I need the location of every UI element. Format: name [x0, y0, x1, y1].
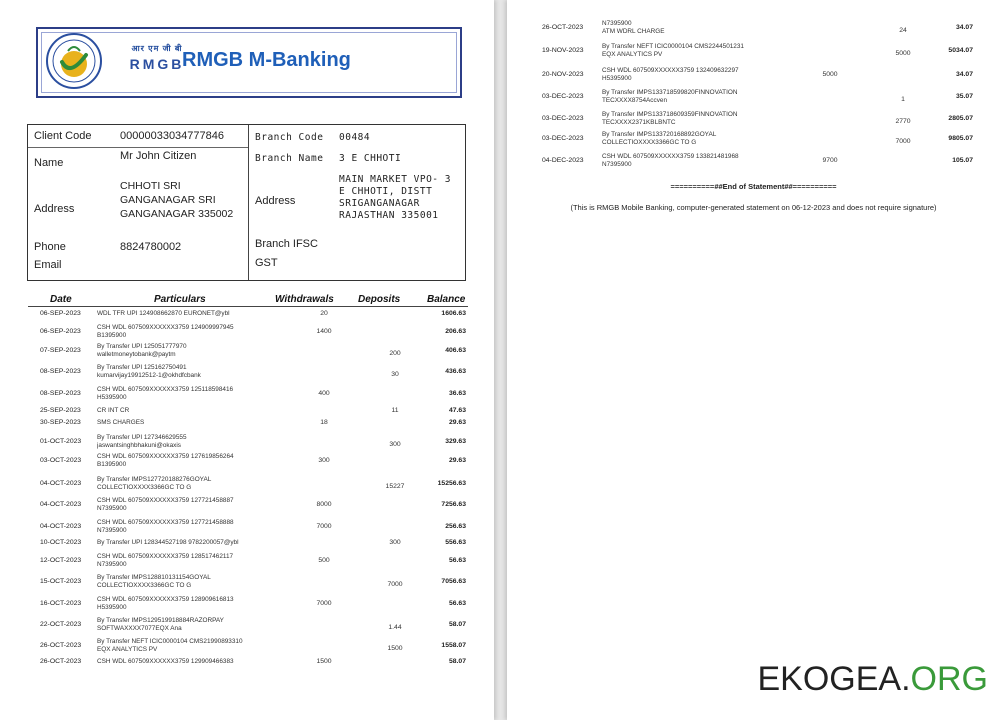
- row-dep: 1: [901, 96, 905, 103]
- row-particulars: [97, 574, 307, 590]
- col-date-header: Date: [50, 294, 72, 305]
- particulars-line: EQX ANALYTICS PV: [602, 51, 663, 58]
- row-particulars: [97, 419, 307, 427]
- particulars-line: N7395900: [97, 505, 127, 512]
- particulars-line: EQX ANALYTICS PV: [97, 646, 158, 653]
- particulars-line: By Transfer IMPS128810131154GOYAL: [97, 574, 211, 581]
- particulars-line: CSH WDL 607509XXXXXX3759 124909997945: [97, 324, 234, 331]
- row-date: 12-OCT-2023: [40, 557, 82, 564]
- particulars-line: By Transfer NEFT ICIC0000104 CMS21990893310: [97, 638, 243, 645]
- statement-table-header: [0, 294, 494, 306]
- row-date: 26-OCT-2023: [542, 24, 584, 31]
- particulars-line: CSH WDL 607509XXXXXX3759 133821481968: [602, 153, 739, 160]
- row-date: 19-NOV-2023: [542, 47, 584, 54]
- particulars-line: H5395900: [97, 604, 127, 611]
- row-particulars: [97, 364, 307, 380]
- particulars-line: N7395900: [602, 161, 632, 168]
- row-dep: 5000: [895, 50, 911, 57]
- row-dep: 300: [389, 441, 401, 448]
- particulars-line: CR INT CR: [97, 407, 130, 414]
- row-bal: 34.07: [955, 24, 973, 31]
- name-value: Mr John Citizen: [120, 150, 197, 162]
- row-bal: 1606.63: [441, 310, 466, 317]
- branch-name-value: 3 E CHHOTI: [339, 153, 402, 164]
- particulars-line: B1395900: [97, 461, 127, 468]
- particulars-line: ATM WDRL CHARGE: [602, 28, 665, 35]
- branch-address-label: Address: [255, 195, 296, 207]
- row-particulars: [97, 539, 307, 547]
- row-bal: 105.07: [952, 157, 973, 164]
- row-particulars: [97, 324, 307, 340]
- row-wd: 20: [320, 310, 328, 317]
- branch-address-line-1: MAIN MARKET VPO- 3: [339, 174, 451, 185]
- phone-label: Phone: [34, 241, 66, 253]
- row-bal: 206.63: [445, 328, 466, 335]
- particulars-line: TECXXXX2371KBLBNTC: [602, 119, 676, 126]
- gst-label: GST: [255, 257, 278, 269]
- row-bal: 256.63: [445, 523, 466, 530]
- row-date: 08-SEP-2023: [40, 368, 81, 375]
- row-date: 03-DEC-2023: [542, 93, 584, 100]
- col-deposits-header: Deposits: [358, 294, 401, 305]
- particulars-line: CSH WDL 607509XXXXXX3759 125118598416: [97, 386, 234, 393]
- row-bal: 7056.63: [441, 578, 466, 585]
- row-particulars: [97, 497, 307, 513]
- branch-address-line-2: E CHHOTI, DISTT: [339, 186, 433, 197]
- row-date: 04-OCT-2023: [40, 501, 82, 508]
- branch-address-line-4: RAJASTHAN 335001: [339, 210, 439, 221]
- app-title: RMGB M-Banking: [182, 49, 351, 71]
- row-wd: 7000: [316, 600, 332, 607]
- particulars-line: By Transfer IMPS129519918884RAZORPAY: [97, 617, 224, 624]
- row-bal: 9805.07: [948, 135, 973, 142]
- row-date: 06-SEP-2023: [40, 310, 81, 317]
- row-particulars: [97, 476, 307, 492]
- row-wd: 8000: [316, 501, 332, 508]
- row-dep: 300: [389, 539, 401, 546]
- particulars-line: COLLECTIOXXXX3366GC TO G: [97, 582, 192, 589]
- particulars-line: CSH WDL 607509XXXXXX3759 127721458887: [97, 497, 234, 504]
- client-code-label: Client Code: [34, 130, 92, 142]
- row-particulars: [602, 153, 812, 169]
- particulars-line: H5395900: [602, 75, 632, 82]
- row-bal: 58.07: [448, 621, 466, 628]
- address-line-1: CHHOTI SRI: [120, 180, 181, 192]
- row-wd: 7000: [316, 523, 332, 530]
- particulars-line: CSH WDL 607509XXXXXX3759 128909616813: [97, 596, 234, 603]
- particulars-line: WDL TFR UPI 124908662870 EURONET@ybl: [97, 310, 230, 317]
- row-bal: 2805.07: [948, 115, 973, 122]
- address-label: Address: [34, 203, 75, 215]
- col-balance-header: Balance: [427, 294, 466, 305]
- watermark: [757, 660, 988, 699]
- row-particulars: [602, 111, 812, 127]
- particulars-line: CSH WDL 607509XXXXXX3759 129909466383: [97, 658, 234, 665]
- row-bal: 35.07: [955, 93, 973, 100]
- watermark-part-1: EKOGEA.: [757, 660, 911, 698]
- particulars-line: TECXXXX8754Accven: [602, 97, 668, 104]
- client-code-value: 00000033034777846: [120, 130, 225, 142]
- particulars-line: SOFTWAXXXX7077EQX Ana: [97, 625, 182, 632]
- row-particulars: [97, 407, 307, 415]
- statement-page-1: [0, 0, 494, 720]
- particulars-line: CSH WDL 607509XXXXXX3759 127619856264: [97, 453, 234, 460]
- row-bal: 1558.07: [441, 642, 466, 649]
- particulars-line: By Transfer IMPS133720168892GOYAL: [602, 131, 717, 138]
- branch-ifsc-label: Branch IFSC: [255, 238, 318, 250]
- row-dep: 15227: [385, 483, 405, 490]
- row-particulars: [97, 658, 307, 666]
- row-bal: 15256.63: [437, 480, 466, 487]
- watermark-part-2: ORG: [910, 660, 988, 698]
- address-line-2: GANGANAGAR SRI: [120, 194, 216, 206]
- row-particulars: [97, 519, 307, 535]
- row-dep: 24: [899, 27, 907, 34]
- row-dep: 30: [391, 371, 399, 378]
- particulars-line: B1395900: [97, 332, 127, 339]
- particulars-line: walletmoneytobank@paytm: [97, 351, 176, 358]
- row-bal: 406.63: [445, 347, 466, 354]
- row-dep: 7000: [895, 138, 911, 145]
- row-date: 04-OCT-2023: [40, 523, 82, 530]
- particulars-line: By Transfer NEFT ICIC0000104 CMS2244501231: [602, 43, 744, 50]
- row-date: 10-OCT-2023: [40, 539, 82, 546]
- statement-page-2: [507, 0, 1000, 720]
- row-particulars: [97, 596, 307, 612]
- bank-header-banner: [36, 27, 462, 98]
- row-particulars: [602, 43, 812, 59]
- end-of-statement: ==========##End of Statement##==========: [670, 182, 837, 191]
- row-bal: 36.63: [448, 390, 466, 397]
- account-info-box: [27, 124, 466, 281]
- row-date: 01-OCT-2023: [40, 438, 82, 445]
- particulars-line: kumarvijay19912512-1@okhdfcbank: [97, 372, 201, 379]
- row-particulars: [97, 343, 307, 359]
- branch-code-label: Branch Code: [255, 132, 324, 143]
- row-particulars: [97, 310, 307, 318]
- bank-seal-icon: [46, 33, 102, 89]
- row-date: 22-OCT-2023: [40, 621, 82, 628]
- row-wd: 400: [318, 390, 330, 397]
- row-wd: 300: [318, 457, 330, 464]
- row-particulars: [97, 617, 307, 633]
- particulars-line: By Transfer UPI 125051777970: [97, 343, 187, 350]
- phone-value: 8824780002: [120, 241, 182, 253]
- row-particulars: [97, 386, 307, 402]
- row-bal: 58.07: [448, 658, 466, 665]
- row-particulars: [97, 453, 307, 469]
- particulars-line: CSH WDL 607509XXXXXX3759 127721458888: [97, 519, 234, 526]
- row-date: 16-OCT-2023: [40, 600, 82, 607]
- row-date: 25-SEP-2023: [40, 407, 81, 414]
- row-date: 03-DEC-2023: [542, 135, 584, 142]
- name-label: Name: [34, 157, 64, 169]
- particulars-line: H5395900: [97, 394, 127, 401]
- logo-abbreviation: RMGB: [129, 56, 185, 72]
- particulars-line: By Transfer UPI 127346629555: [97, 434, 187, 441]
- row-dep: 200: [389, 350, 401, 357]
- row-date: 06-SEP-2023: [40, 328, 81, 335]
- row-wd: 9700: [822, 157, 838, 164]
- row-date: 26-OCT-2023: [40, 642, 82, 649]
- address-line-3: GANGANAGAR 335002: [120, 208, 234, 220]
- row-bal: 29.63: [448, 419, 466, 426]
- statement-footnote: (This is RMGB Mobile Banking, computer-generated statement on 06-12-2023 and does not require signature): [570, 203, 937, 212]
- particulars-line: By Transfer UPI 128344527198 9782200057@ybl: [97, 539, 239, 546]
- branch-name-label: Branch Name: [255, 153, 324, 164]
- row-dep: 11: [391, 407, 399, 414]
- row-date: 07-SEP-2023: [40, 347, 81, 354]
- row-bal: 56.63: [448, 600, 466, 607]
- col-withdrawals-header: Withdrawals: [275, 294, 334, 305]
- row-particulars: [97, 553, 307, 569]
- row-bal: 34.07: [955, 71, 973, 78]
- row-date: 20-NOV-2023: [542, 71, 584, 78]
- particulars-line: jaswantsinghbhakuni@okaxis: [97, 442, 181, 449]
- particulars-line: By Transfer IMPS127720188276GOYAL: [97, 476, 212, 483]
- particulars-line: By Transfer IMPS133718599820FINNOVATION: [602, 89, 738, 96]
- row-bal: 29.63: [448, 457, 466, 464]
- row-date: 26-OCT-2023: [40, 658, 82, 665]
- row-bal: 5034.07: [948, 47, 973, 54]
- particulars-line: By Transfer UPI 125162750491: [97, 364, 187, 371]
- row-wd: 18: [320, 419, 328, 426]
- row-particulars: [602, 67, 812, 83]
- row-particulars: [97, 638, 307, 654]
- row-bal: 47.63: [448, 407, 466, 414]
- row-particulars: [602, 20, 812, 36]
- particulars-line: COLLECTIOXXXX3366GC TO G: [602, 139, 697, 146]
- row-dep: 2770: [895, 118, 911, 125]
- row-particulars: [602, 89, 812, 105]
- row-date: 15-OCT-2023: [40, 578, 82, 585]
- row-bal: 556.63: [445, 539, 466, 546]
- row-date: 04-OCT-2023: [40, 480, 82, 487]
- branch-address-line-3: SRIGANGANAGAR: [339, 198, 420, 209]
- row-date: 08-SEP-2023: [40, 390, 81, 397]
- row-date: 03-DEC-2023: [542, 115, 584, 122]
- row-wd: 1400: [316, 328, 332, 335]
- row-bal: 329.63: [445, 438, 466, 445]
- row-date: 30-SEP-2023: [40, 419, 81, 426]
- row-wd: 500: [318, 557, 330, 564]
- row-date: 03-OCT-2023: [40, 457, 82, 464]
- row-date: 04-DEC-2023: [542, 157, 584, 164]
- branch-code-value: 00484: [339, 132, 371, 143]
- row-bal: 7256.63: [441, 501, 466, 508]
- row-dep: 1.44: [388, 624, 402, 631]
- particulars-line: COLLECTIOXXXX3366GC TO G: [97, 484, 192, 491]
- row-dep: 7000: [387, 581, 403, 588]
- row-bal: 436.63: [445, 368, 466, 375]
- particulars-line: By Transfer IMPS133718609359FINNOVATION: [602, 111, 738, 118]
- row-bal: 56.63: [448, 557, 466, 564]
- col-particulars-header: Particulars: [154, 294, 206, 305]
- particulars-line: SMS CHARGES: [97, 419, 145, 426]
- row-particulars: [602, 131, 812, 147]
- particulars-line: CSH WDL 607509XXXXXX3759 132409632297: [602, 67, 739, 74]
- particulars-line: CSH WDL 607509XXXXXX3759 128517462117: [97, 553, 234, 560]
- row-wd: 1500: [316, 658, 332, 665]
- particulars-line: N7395900: [97, 527, 127, 534]
- row-particulars: [97, 434, 307, 450]
- particulars-line: N7395900: [97, 561, 127, 568]
- row-dep: 1500: [387, 645, 403, 652]
- row-wd: 5000: [822, 71, 838, 78]
- logo-hindi-text: आर एम जी बी: [131, 44, 183, 53]
- particulars-line: N7395900: [602, 20, 632, 27]
- email-label: Email: [34, 259, 62, 271]
